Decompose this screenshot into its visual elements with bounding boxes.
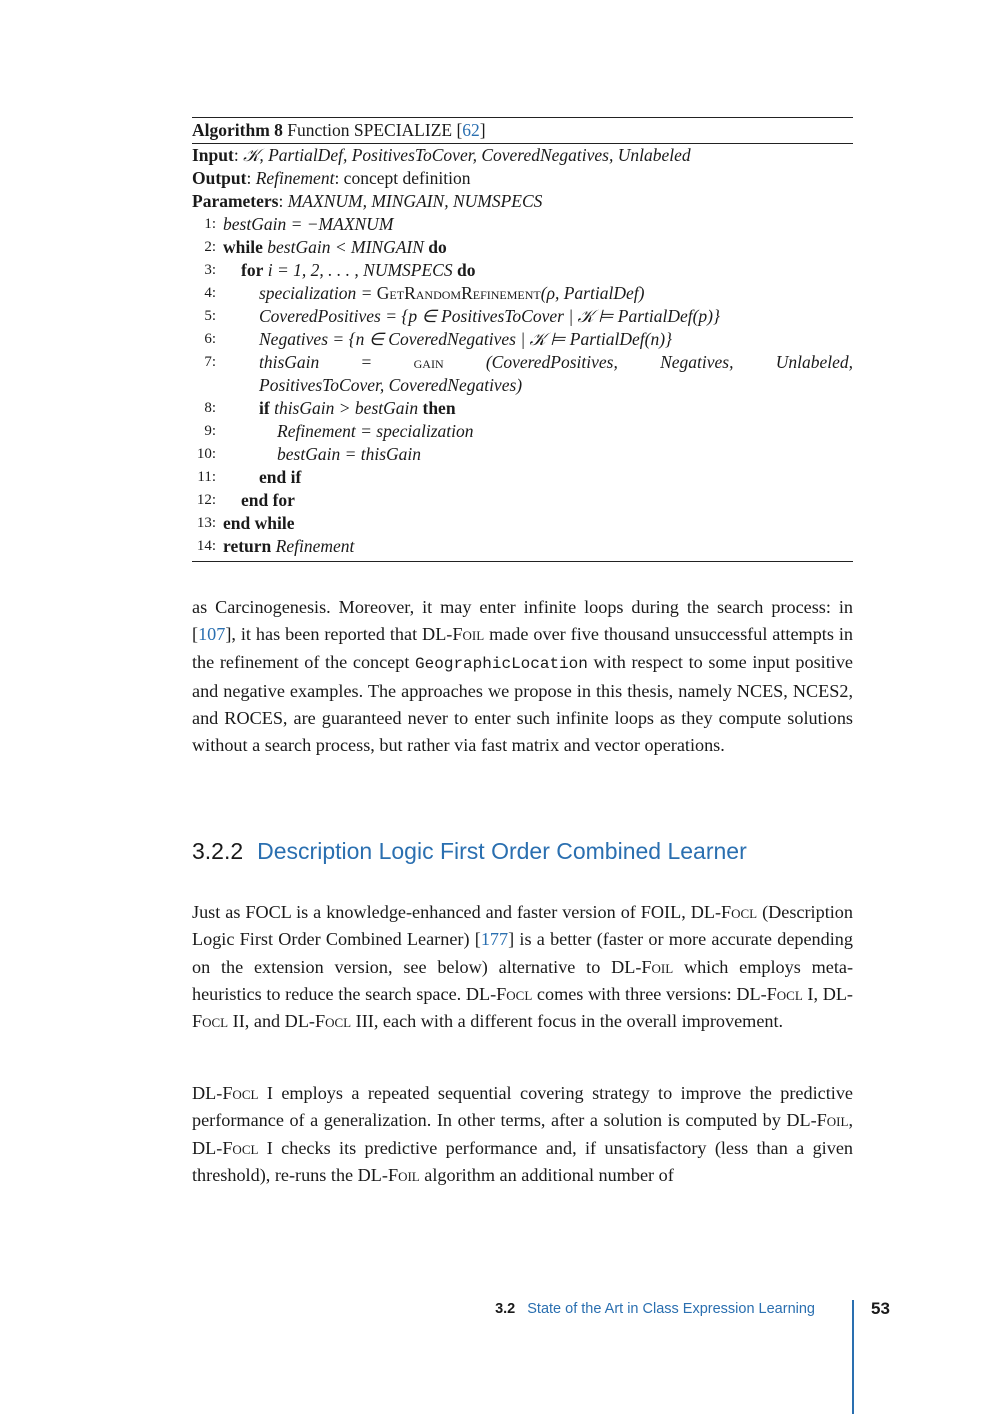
- keyword: end for: [241, 490, 295, 510]
- section-title: Description Logic First Order Combined Learner: [257, 838, 747, 864]
- body-paragraph: [192, 1080, 853, 1189]
- text: Just as FOCL is a knowledge-enhanced and faster version of FOIL, DL-: [192, 902, 721, 922]
- algorithm-function-name: Function SPECIALIZE: [287, 120, 453, 140]
- keyword: do: [456, 260, 476, 280]
- text: , DL-: [192, 1110, 853, 1158]
- keyword: then: [422, 398, 456, 418]
- text: (Description Logic First Order Combined Learner) [: [192, 902, 853, 950]
- line-math: =: [361, 352, 372, 372]
- text-smallcaps: Focl: [222, 1137, 259, 1158]
- cite-bracket: ]: [479, 120, 486, 140]
- line-math: Refinement: [275, 536, 355, 556]
- algorithm-line-continuation: [192, 374, 853, 397]
- algorithm-line: [192, 420, 853, 443]
- function-name: GetRandomRefinement: [376, 283, 541, 303]
- function-name: gain: [413, 352, 444, 372]
- text: III, each with a different focus in the overall improvement.: [351, 1011, 784, 1032]
- keyword: if: [259, 398, 270, 418]
- line-number: 9:: [204, 423, 216, 439]
- footer-section-number: 3.2: [495, 1301, 516, 1317]
- section-heading: [192, 838, 747, 865]
- output-var: Refinement: [255, 168, 335, 188]
- text: ], it has been reported that DL-: [225, 624, 453, 645]
- page-footer: [495, 1301, 815, 1317]
- body-paragraph: [192, 594, 853, 760]
- text-smallcaps: Foil: [641, 956, 674, 977]
- keyword: end while: [223, 513, 295, 533]
- text-smallcaps: Foil: [816, 1110, 849, 1131]
- algorithm-line: [192, 282, 853, 305]
- cite-bracket: [: [452, 120, 463, 140]
- input-label: Input: [192, 145, 234, 165]
- line-number: 2:: [204, 239, 216, 255]
- algorithm-line: [192, 466, 853, 489]
- input-value: 𝒦, PartialDef, PositivesToCover, CoveredNegatives, Unlabeled: [243, 145, 691, 165]
- algorithm-box: [192, 117, 853, 562]
- text: comes with three versions: DL-: [532, 983, 767, 1004]
- text-smallcaps: Foil: [452, 624, 485, 645]
- line-number: 13:: [196, 515, 216, 531]
- footer-section-title[interactable]: State of the Art in Class Expression Learning: [527, 1301, 815, 1317]
- text: ] is a better (faster or more accurate depending on the extension version, see below) alternative to DL-: [192, 929, 853, 977]
- line-number: 7:: [204, 354, 216, 370]
- line-number: 10:: [196, 446, 216, 462]
- text-smallcaps: Focl: [222, 1083, 259, 1103]
- footer-divider: [852, 1300, 854, 1414]
- line-math: Refinement = specialization: [277, 421, 474, 441]
- line-math: CoveredPositives = {p ∈ PositivesToCover | 𝒦 ⊨ PartialDef(p)}: [259, 306, 721, 326]
- line-math: thisGain > bestGain: [274, 398, 419, 418]
- keyword: return: [223, 536, 272, 556]
- line-math: PositivesToCover, CoveredNegatives): [259, 375, 523, 395]
- text: DL-: [192, 1083, 223, 1103]
- algorithm-line: [192, 328, 853, 351]
- keyword: end if: [259, 467, 302, 487]
- line-number: 6:: [204, 331, 216, 347]
- algorithm-line: [192, 397, 853, 420]
- text: as Carcinogenesis. Moreover, it may enter infinite loops during the search process: in [: [192, 597, 853, 645]
- line-number: 3:: [204, 262, 216, 278]
- params-label: Parameters: [192, 191, 279, 211]
- section-number: 3.2.2: [192, 838, 244, 864]
- line-math: Negatives,: [660, 352, 734, 372]
- body-paragraph: [192, 899, 853, 1035]
- citation-link[interactable]: 107: [198, 624, 226, 645]
- algorithm-input: Input: 𝒦, PartialDef, PositivesToCover, CoveredNegatives, Unlabeled: [192, 145, 691, 165]
- text-smallcaps: Foil: [387, 1164, 420, 1185]
- text: which employs meta-heuristics to reduce the search space. DL-: [192, 956, 854, 1004]
- line-math: bestGain < MINGAIN: [267, 237, 424, 257]
- algorithm-line: [192, 213, 853, 236]
- algorithm-line: [192, 512, 853, 535]
- line-math: specialization =: [259, 283, 377, 303]
- citation-link[interactable]: 177: [480, 929, 509, 950]
- output-label: Output: [192, 168, 247, 188]
- line-number: 14:: [196, 538, 216, 554]
- algorithm-line: [192, 305, 853, 328]
- keyword: for: [241, 260, 264, 280]
- page-number: 53: [871, 1299, 890, 1318]
- text: I checks its predictive performance and, if unsatisfactory (less than a given threshold), re-runs the DL-: [192, 1137, 853, 1185]
- text: algorithm an additional number of: [419, 1164, 674, 1185]
- text: I, DL-: [802, 983, 853, 1004]
- line-math: (ρ, PartialDef): [540, 283, 645, 303]
- line-number: 12:: [196, 492, 216, 508]
- algorithm-title: [192, 118, 853, 143]
- algorithm-output: Output: Refinement: concept definition: [192, 168, 471, 188]
- text-smallcaps: Focl: [496, 983, 533, 1004]
- text: made over five thousand unsuccessful attempts in the refinement of the concept: [192, 624, 854, 672]
- line-math: bestGain = thisGain: [277, 444, 422, 464]
- text-smallcaps: Focl: [721, 902, 758, 922]
- text-smallcaps: Focl: [766, 983, 803, 1004]
- line-math: Negatives = {n ∈ CoveredNegatives | 𝒦 ⊨ PartialDef(n)}: [259, 329, 673, 349]
- line-math: Unlabeled,: [775, 352, 853, 372]
- algorithm-line: [192, 535, 853, 558]
- line-math: (CoveredPositives,: [485, 352, 618, 372]
- citation-link[interactable]: 62: [462, 120, 480, 140]
- text-smallcaps: Focl: [192, 1011, 229, 1032]
- keyword: do: [428, 237, 447, 257]
- line-math: thisGain: [259, 352, 320, 372]
- line-math: bestGain = −MAXNUM: [223, 214, 394, 234]
- text: with respect to some input positive and negative examples. The approaches we propose in this thesis, namely NCES, NCES2, and ROCES, are guaranteed never to enter such infinite loops as they compute solutions without a search process, but rather via fast matrix and vector operations.: [192, 651, 853, 756]
- line-math: i = 1, 2, . . . , NUMSPECS: [267, 260, 453, 280]
- text: II, and DL-: [228, 1011, 315, 1032]
- algorithm-bottom-rule: [192, 561, 853, 562]
- algorithm-line: [192, 236, 853, 259]
- algorithm-line: [192, 259, 853, 282]
- line-number: 11:: [197, 469, 216, 485]
- algorithm-line: [192, 351, 853, 374]
- algorithm-parameters: Parameters: MAXNUM, MINGAIN, NUMSPECS: [192, 191, 543, 211]
- algorithm-label: Algorithm 8: [192, 120, 283, 140]
- text-smallcaps: Focl: [315, 1011, 352, 1032]
- text: I employs a repeated sequential covering strategy to improve the predictive performance of a generalization. In other terms, after a solution is computed by DL-: [192, 1083, 853, 1131]
- code-text: GeographicLocation: [415, 654, 588, 673]
- line-number: 4:: [204, 285, 216, 301]
- line-number: 8:: [204, 400, 216, 416]
- algorithm-line: [192, 443, 853, 466]
- output-desc: : concept definition: [334, 168, 471, 188]
- keyword: while: [223, 237, 263, 257]
- line-number: 1:: [204, 216, 216, 232]
- algorithm-line: [192, 489, 853, 512]
- params-value: MAXNUM, MINGAIN, NUMSPECS: [287, 191, 543, 211]
- line-number: 5:: [204, 308, 216, 324]
